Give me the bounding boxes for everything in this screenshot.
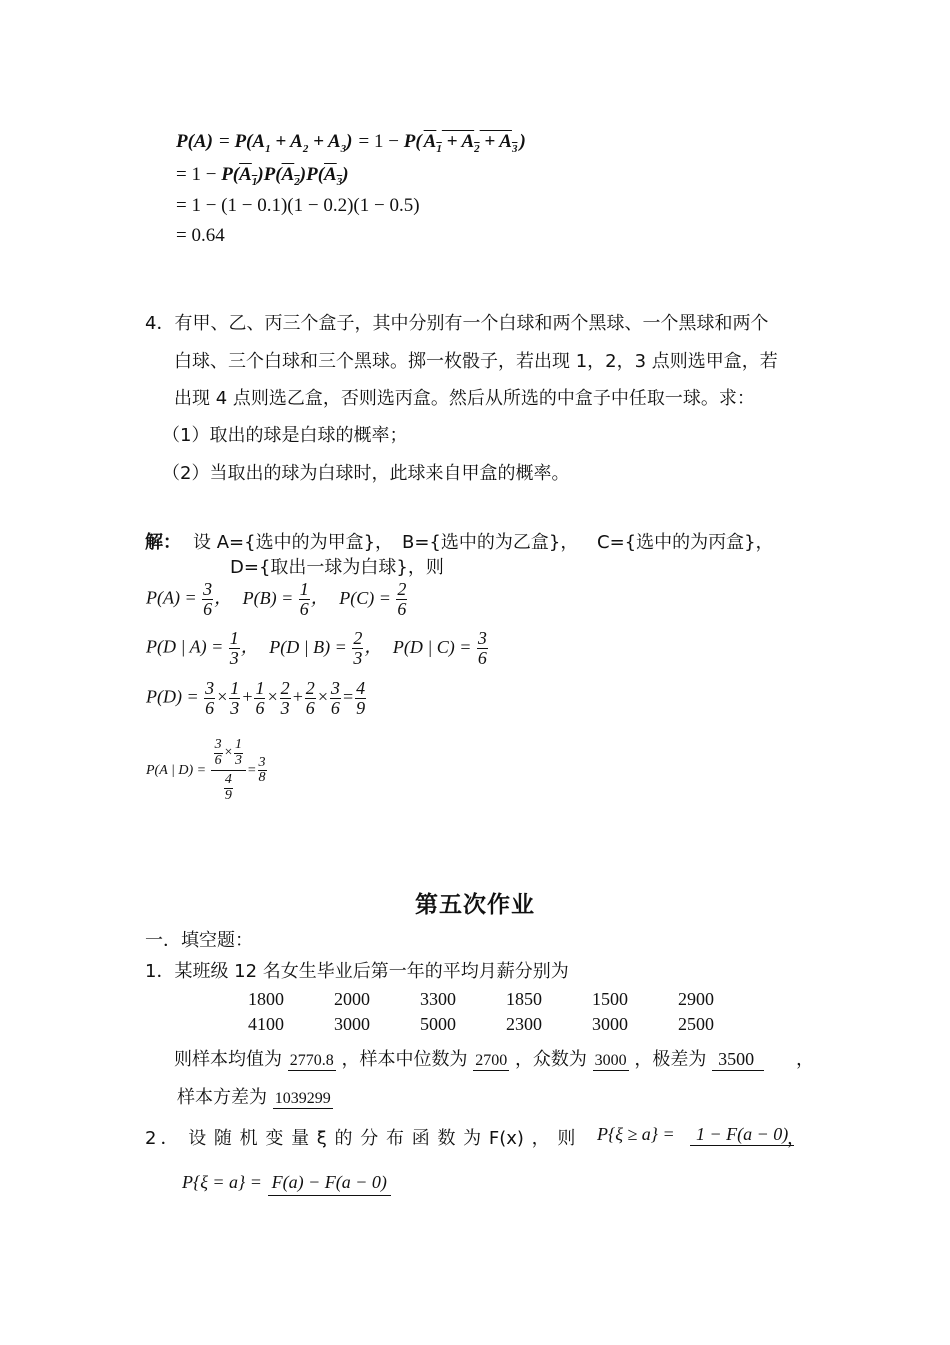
q2-answer-2: F(a) − F(a − 0) <box>268 1172 391 1196</box>
calc-line-3: = 1 − (1 − 0.1)(1 − 0.2)(1 − 0.5) <box>176 195 420 216</box>
question-1-answers <box>174 1045 814 1071</box>
pad-lhs: P(A | D) = <box>146 762 207 778</box>
prob-total-line <box>146 679 367 718</box>
salary-cell: 4100 <box>248 1014 284 1034</box>
salary-cell: 1850 <box>506 989 542 1009</box>
pda-num: 1 <box>229 628 239 648</box>
pb-lhs: P(B) = <box>242 587 294 608</box>
salary-cell: 3300 <box>420 989 456 1009</box>
solution-event-b: B={选中的为乙盒}， <box>402 532 579 553</box>
mean-answer: 2770.8 <box>288 1052 336 1071</box>
problem-4-line-3: 出现 4 点则选乙盒，否则选丙盒。然后从所选的中盒子中任取一球。求： <box>174 388 755 409</box>
pdb-num: 2 <box>353 628 363 648</box>
comma: ， <box>364 636 383 658</box>
equals-sign: = <box>341 686 355 707</box>
pc-num: 2 <box>397 579 407 599</box>
frac-den: 9 <box>356 697 366 718</box>
calc-product: $P(A_1)P(A_2)P(A_3)$ <box>221 164 349 188</box>
answer-text: ， <box>796 1049 814 1070</box>
frac-num: 1 <box>235 737 243 752</box>
pdb-fraction <box>352 629 363 668</box>
salary-cell: 2500 <box>678 1014 714 1034</box>
mode-answer: 3000 <box>593 1052 629 1071</box>
answer-text: ，样本中位数为 <box>341 1049 468 1070</box>
pda-den: 3 <box>229 647 239 668</box>
plus-sign: + <box>241 686 254 707</box>
salary-cell: 5000 <box>420 1014 456 1034</box>
question-2-line-2 <box>182 1172 391 1196</box>
frac-den: 6 <box>205 697 215 718</box>
frac-den: 6 <box>214 752 222 768</box>
salary-cell: 3000 <box>592 1014 628 1034</box>
times-sign: × <box>316 686 329 707</box>
problem-4-line-1 <box>145 309 768 335</box>
pd-lhs: P(D) = <box>146 686 199 707</box>
frac-den: 3 <box>235 752 243 768</box>
comma: ， <box>787 1128 805 1149</box>
solution-event-a: 设 A={选中的为甲盒}， <box>193 532 394 553</box>
range-answer: 3500 <box>712 1049 764 1071</box>
salary-cell: 1500 <box>592 989 628 1009</box>
pd-term3-f2 <box>330 679 341 718</box>
pd-term2-f1 <box>254 679 265 718</box>
question-1-number: 1． <box>145 961 175 982</box>
frac-num: 3 <box>205 678 215 698</box>
prob-abc-line <box>146 580 408 619</box>
variance-text: 样本方差为 <box>177 1087 267 1108</box>
solution-label: 解： <box>145 532 181 553</box>
pdc-lhs: P(D | C) = <box>392 636 472 657</box>
pad-compound-fraction <box>211 738 246 804</box>
frac-den: 9 <box>224 788 232 804</box>
frac-den: 3 <box>230 697 240 718</box>
pc-fraction <box>396 580 407 619</box>
prob-conditional-line <box>146 629 489 668</box>
pdc-den: 6 <box>477 647 487 668</box>
section-subtitle: 一．填空题： <box>145 930 253 951</box>
frac-den: 8 <box>258 770 266 786</box>
pa-lhs: P(A) = <box>146 587 197 608</box>
calc-line-2-prefix: = 1 − <box>176 164 222 185</box>
pad-compound-num <box>211 738 246 770</box>
variance-answer: 1039299 <box>273 1090 333 1109</box>
answer-text: ，众数为 <box>514 1049 587 1070</box>
pc-den: 6 <box>397 598 407 619</box>
solution-event-d: D={取出一球为白球}，则 <box>230 557 444 578</box>
frac-num: 2 <box>280 678 290 698</box>
pd-term2-f2 <box>280 679 291 718</box>
times-sign: × <box>223 744 234 760</box>
q2-answer-1: 1 − F(a − 0) <box>690 1124 794 1146</box>
calc-line-2 <box>176 163 349 188</box>
comma: ， <box>214 587 233 609</box>
calc-complement: P( $A_1 + A_2 + A_3$ ) <box>403 131 526 155</box>
problem-4-number: 4． <box>145 313 175 334</box>
frac-den: 3 <box>280 697 290 718</box>
problem-4-question-1: （1）取出的球是白球的概率； <box>162 425 408 446</box>
pd-term1-f2 <box>229 679 240 718</box>
frac-num: 4 <box>224 772 232 788</box>
pad-compound-den <box>211 770 246 803</box>
equals-sign: = <box>247 762 257 778</box>
calc-union: $P(A_1 + A_2 + A_3)$ <box>234 131 353 155</box>
pdb-den: 3 <box>353 647 363 668</box>
pb-den: 6 <box>299 598 309 619</box>
prob-bayes-line <box>146 738 268 804</box>
question-1-text: 某班级 12 名女生毕业后第一年的平均月薪分别为 <box>174 961 569 982</box>
pd-term3-f1 <box>305 679 316 718</box>
question-2-number: 2． <box>145 1128 183 1149</box>
q2-prob-geq: P{ξ ≥ a} = <box>597 1124 675 1144</box>
comma: ， <box>310 587 329 609</box>
pb-num: 1 <box>299 579 309 599</box>
pad-top-f2 <box>234 738 243 768</box>
frac-den: 6 <box>330 697 340 718</box>
problem-4-question-2: （2）当取出的球为白球时，此球来自甲盒的概率。 <box>162 463 570 484</box>
salary-cell: 3000 <box>334 1014 370 1034</box>
problem-4-text-1: 有甲、乙、丙三个盒子，其中分别有一个白球和两个黑球、一个黑球和两个 <box>174 313 769 334</box>
frac-num: 1 <box>255 678 265 698</box>
frac-num: 3 <box>258 754 266 770</box>
question-1-line <box>145 957 569 983</box>
pd-result <box>355 679 366 718</box>
times-sign: × <box>266 686 279 707</box>
pdb-lhs: P(D | B) = <box>269 636 347 657</box>
salary-cell: 1800 <box>248 989 284 1009</box>
frac-num: 3 <box>214 737 222 752</box>
median-answer: 2700 <box>473 1052 509 1071</box>
pa-fraction <box>202 580 213 619</box>
pad-result <box>258 756 267 786</box>
answer-text: ，极差为 <box>634 1049 707 1070</box>
comma: ， <box>240 636 259 658</box>
pb-fraction <box>299 580 310 619</box>
salary-cell: 2900 <box>678 989 714 1009</box>
solution-event-c: C={选中的为丙盒}， <box>597 532 774 553</box>
problem-4-line-2: 白球、三个白球和三个黑球。掷一枚骰子，若出现 1，2，3 点则选甲盒，若 <box>174 351 778 372</box>
frac-den: 6 <box>305 697 315 718</box>
calc-lhs: P(A) <box>176 131 213 152</box>
calc-line-4: = 0.64 <box>176 225 225 246</box>
pdc-num: 3 <box>477 628 487 648</box>
q2-prob-eq: P{ξ = a} = <box>182 1172 262 1192</box>
question-2-line <box>145 1124 805 1150</box>
frac-den: 6 <box>255 697 265 718</box>
pad-top-f1 <box>214 738 223 768</box>
pdc-fraction <box>477 629 488 668</box>
salary-cell: 2000 <box>334 989 370 1009</box>
frac-num: 3 <box>330 678 340 698</box>
frac-num: 1 <box>230 678 240 698</box>
pd-term1-f1 <box>204 679 215 718</box>
plus-sign: + <box>291 686 304 707</box>
frac-num: 2 <box>305 678 315 698</box>
pda-fraction <box>229 629 240 668</box>
pc-lhs: P(C) = <box>339 587 391 608</box>
question-2-text: 设 随 机 变 量 ξ 的 分 布 函 数 为 F(x) ， 则 <box>188 1128 576 1149</box>
pda-lhs: P(D | A) = <box>146 636 224 657</box>
times-sign: × <box>216 686 229 707</box>
answer-text: 则样本均值为 <box>174 1049 282 1070</box>
pa-den: 6 <box>203 598 213 619</box>
frac-num: 4 <box>356 678 366 698</box>
calc-line-1: $P(A) = P(A_1 + A_2 + A_3) = 1 - P$( $A_1 + A_2 + A_3$ ) <box>176 131 526 155</box>
section-title: 第五次作业 <box>415 892 535 918</box>
question-1-variance <box>177 1083 333 1109</box>
pa-num: 3 <box>203 579 213 599</box>
salary-cell: 2300 <box>506 1014 542 1034</box>
pad-bottom-frac <box>224 773 233 803</box>
